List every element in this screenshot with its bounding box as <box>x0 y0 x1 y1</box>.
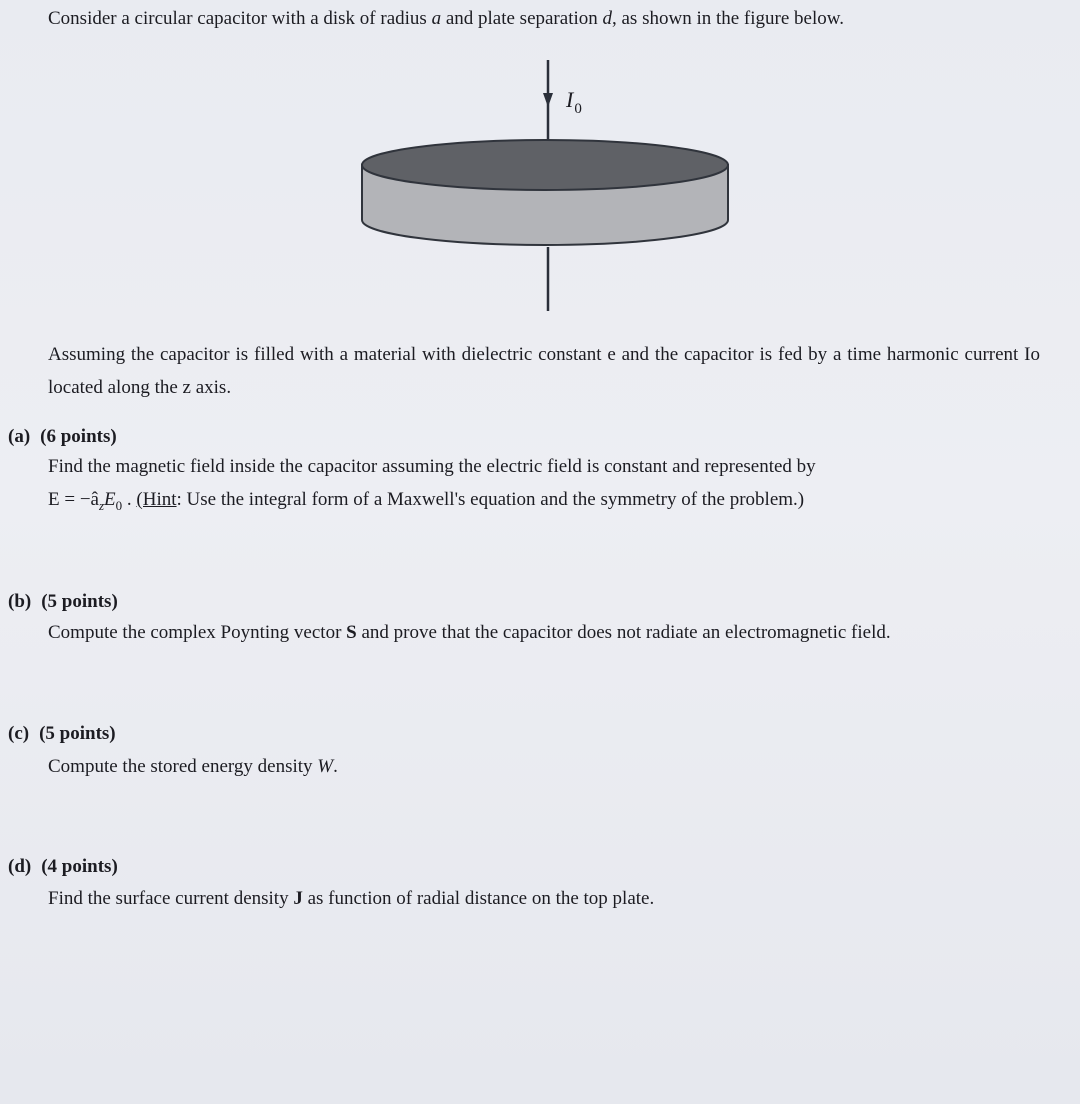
electric-field-equation: $E = -â_zE_0$ <box>48 489 123 513</box>
current-label: $I_0$ <box>566 87 582 117</box>
question-c-label: (c) (5 points) <box>8 723 116 744</box>
question-c-body: Compute the stored energy density W. <box>48 756 338 777</box>
capacitor-top-plate <box>362 140 728 190</box>
poynting-vector-symbol: S <box>346 622 357 643</box>
current-density-symbol: J <box>293 888 303 909</box>
question-d-body: Find the surface current density J as function of radial distance on the top plate. <box>48 888 655 909</box>
energy-density-symbol: W <box>317 756 334 777</box>
capacitor-figure <box>340 55 740 320</box>
question-b-body: Compute the complex Poynting vector S and prove that the capacitor does not radiate an electromagnetic field. <box>48 622 891 643</box>
question-a-label: (a) (6 points) <box>8 426 117 447</box>
question-b-label: (b) (5 points) <box>8 591 118 612</box>
question-a-body: Find the magnetic field inside the capacitor assuming the electric field is constant and represented by $E = -â_zE_0$ . (Hint: Use the integral form of a Maxwell's equation and the symmetry of the problem.) <box>48 456 816 513</box>
var-radius: a <box>431 8 442 29</box>
assumption-text: Assuming the capacitor is filled with a material with dielectric constant e and the capacitor is fed by a time harmonic current Io located along the z axis. <box>48 344 1040 398</box>
current-arrow-icon <box>543 93 553 107</box>
var-separation: d <box>602 8 612 29</box>
question-d-label: (d) (4 points) <box>8 856 118 877</box>
hint-label: (Hint <box>136 489 177 510</box>
intro-text: Consider a circular capacitor with a disk of radius a and plate separation d, as shown in the figure below. <box>48 8 844 29</box>
